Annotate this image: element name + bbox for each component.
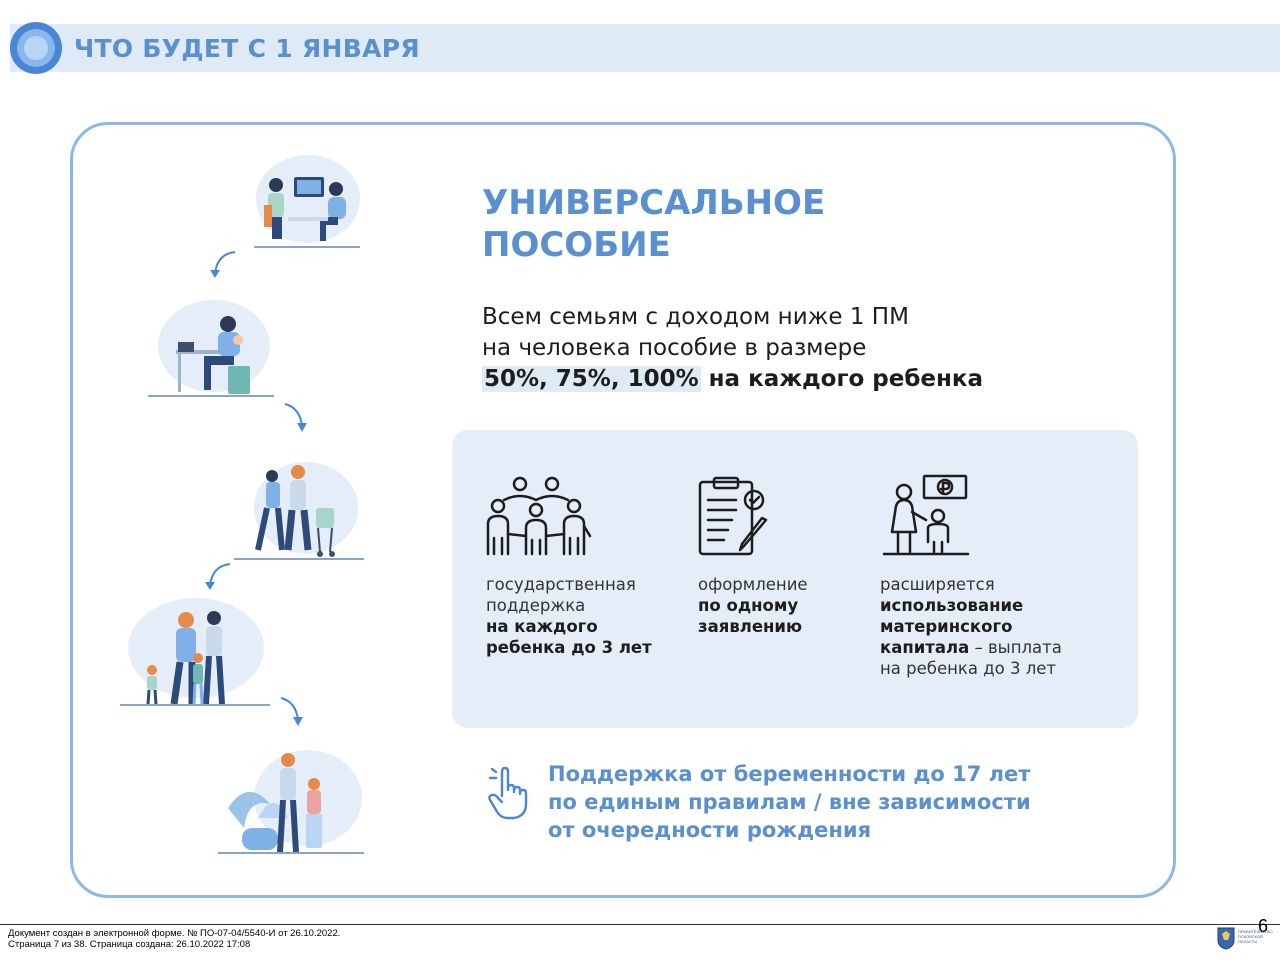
bottom-note-line: от очередности рождения xyxy=(548,818,872,842)
feature-bold-text: использование материнского капитала xyxy=(880,596,1024,657)
family-stroller-illustration xyxy=(234,462,366,562)
section-title-line: УНИВЕРСАЛЬНОЕ xyxy=(482,183,826,223)
section-title-line: ПОСОБИЕ xyxy=(482,225,671,265)
bottom-note-line: по единым правилам / вне зависимости xyxy=(548,790,1031,814)
page-title: ЧТО БУДЕТ С 1 ЯНВАРЯ xyxy=(74,34,420,63)
pointing-hand-icon xyxy=(486,766,530,822)
lead-line: Всем семьям с доходом ниже 1 ПМ xyxy=(482,304,909,330)
mother-child-money-icon xyxy=(884,476,968,554)
curved-arrow-icon xyxy=(205,250,239,280)
footer-document-info xyxy=(8,928,340,950)
lead-line xyxy=(482,364,1102,395)
lead-line: на человека пособие в размере xyxy=(482,335,867,361)
bottom-note xyxy=(548,760,1108,844)
feature-plain-text: оформление xyxy=(698,575,808,594)
emblem-caption: ПРАВИТЕЛЬСТВО ПСКОВСКОЙ ОБЛАСТИ xyxy=(1238,929,1273,944)
curved-arrow-icon xyxy=(282,402,312,434)
header-circle-icon xyxy=(10,22,62,74)
doctor-visit-illustration xyxy=(250,155,362,251)
percent-highlight: 50%, 75%, 100% xyxy=(484,366,699,392)
footer-line: Страница 7 из 38. Страница создана: 26.10.2022 17:08 xyxy=(8,939,251,950)
feature-single-application xyxy=(698,574,848,637)
feature-bold-text: по одному заявлению xyxy=(698,596,803,636)
feature-bold-text: на каждого ребенка до 3 лет xyxy=(486,617,652,657)
feature-plain-text: расширяется xyxy=(880,575,995,594)
curved-arrow-icon xyxy=(278,696,308,728)
mother-teen-illustration xyxy=(218,748,366,856)
lead-paragraph xyxy=(482,302,1102,395)
feature-state-support xyxy=(486,574,676,658)
application-form-icon xyxy=(696,476,772,558)
family-group-icon xyxy=(484,476,594,558)
section-title xyxy=(482,182,1082,266)
curved-arrow-icon xyxy=(200,562,234,592)
feature-plain-text: государственная поддержка xyxy=(486,575,636,615)
feature-plain-text: – выплата на ребенка до 3 лет xyxy=(880,638,1062,678)
lead-bold-text: на каждого ребенка xyxy=(700,366,984,392)
coat-of-arms-icon xyxy=(1216,926,1236,950)
mother-laptop-illustration xyxy=(146,300,276,400)
feature-maternity-capital xyxy=(880,574,1080,679)
family-children-illustration xyxy=(120,596,270,708)
footer-divider xyxy=(0,924,1280,925)
footer-line: Документ создан в электронной форме. № ПО-07-04/5540-И от 26.10.2022. xyxy=(8,928,341,939)
bottom-note-line: Поддержка от беременности до 17 лет xyxy=(548,762,1031,786)
page-number: 6 xyxy=(1258,916,1269,936)
